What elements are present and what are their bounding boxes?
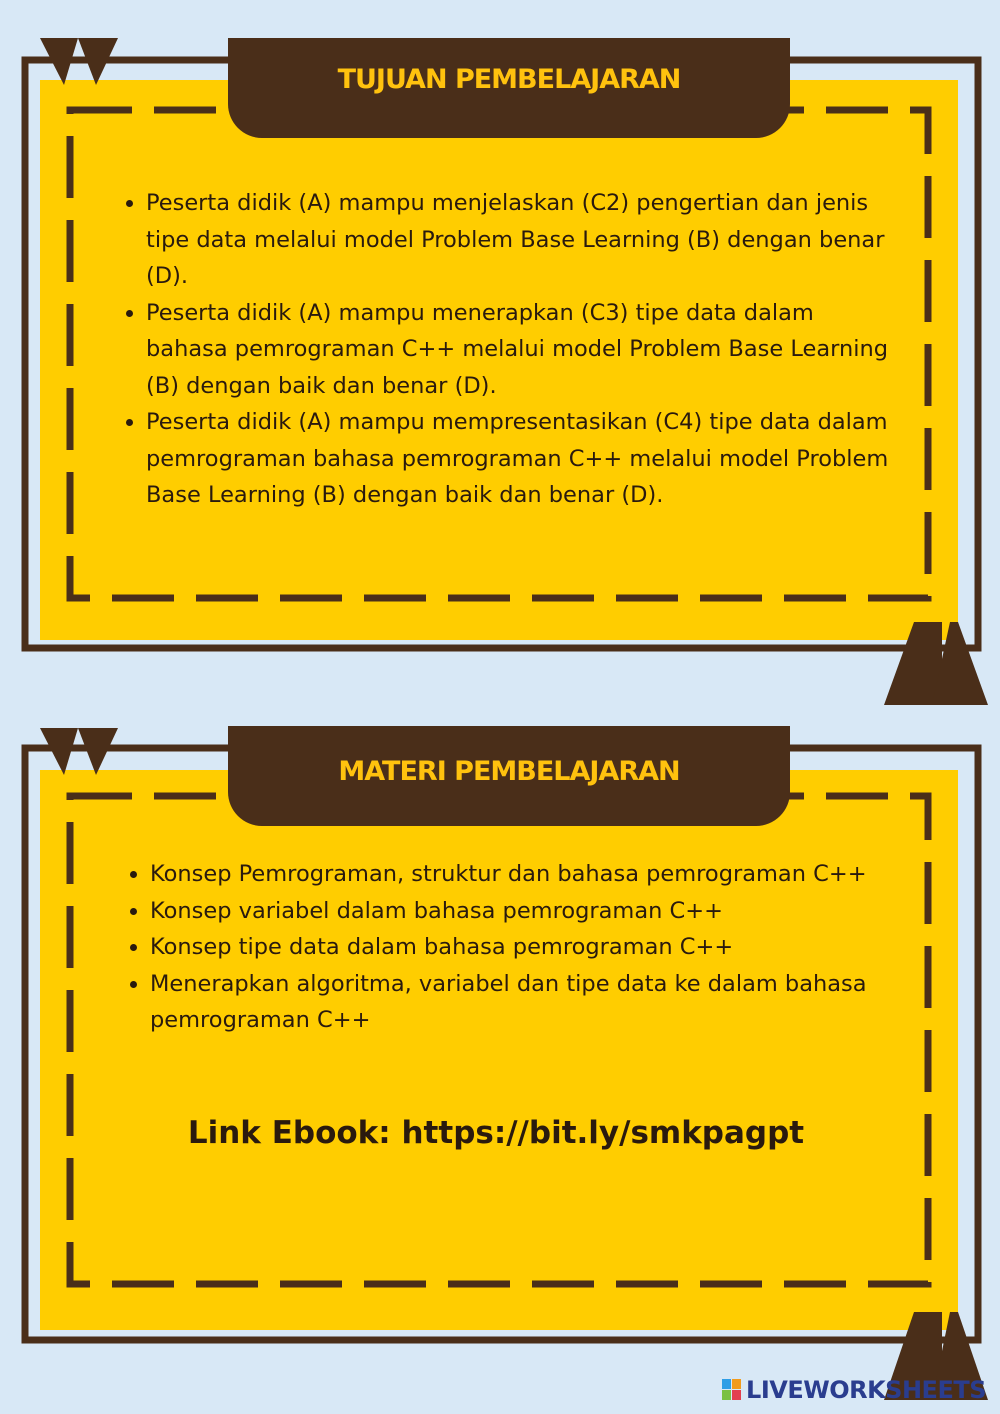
tujuan-list bbox=[118, 185, 893, 514]
materi-list bbox=[122, 856, 912, 1039]
materi-item: • Menerapkan algoritma, variabel dan tipe data ke dalam bahasa pemrograman C++ bbox=[150, 966, 912, 1039]
footer-brand bbox=[722, 1376, 986, 1404]
ebook-link[interactable]: Link Ebook: https://bit.ly/smkpagpt bbox=[187, 1115, 805, 1151]
tujuan-item: • Peserta didik (A) mampu mempresentasikan (C4) tipe data dalam pemrograman bahasa pemrograman C++ melalui model Problem Base Learning (B) dengan baik dan benar (D). bbox=[146, 404, 893, 514]
materi-item: • Konsep variabel dalam bahasa pemrograman C++ bbox=[150, 893, 912, 930]
materi-item: • Konsep tipe data dalam bahasa pemrograman C++ bbox=[150, 929, 912, 966]
liveworksheets-logo-icon bbox=[722, 1379, 742, 1401]
materi-card bbox=[0, 700, 1000, 1414]
tujuan-item: • Peserta didik (A) mampu menerapkan (C3) tipe data dalam bahasa pemrograman C++ melalui model Problem Base Learning (B) dengan baik dan benar (D). bbox=[146, 295, 893, 405]
tujuan-item: • Peserta didik (A) mampu menjelaskan (C2) pengertian dan jenis tipe data melalui model Problem Base Learning (B) dengan benar (D). bbox=[146, 185, 893, 295]
tujuan-title: TUJUAN PEMBELAJARAN bbox=[337, 64, 681, 95]
tujuan-list-container bbox=[118, 185, 893, 514]
materi-list-container bbox=[122, 856, 912, 1039]
liveworksheets-brand-text: LIVEWORKSHEETS bbox=[746, 1376, 986, 1404]
materi-title: MATERI PEMBELAJARAN bbox=[338, 756, 680, 787]
materi-item: • Konsep Pemrograman, struktur dan bahasa pemrograman C++ bbox=[150, 856, 912, 893]
